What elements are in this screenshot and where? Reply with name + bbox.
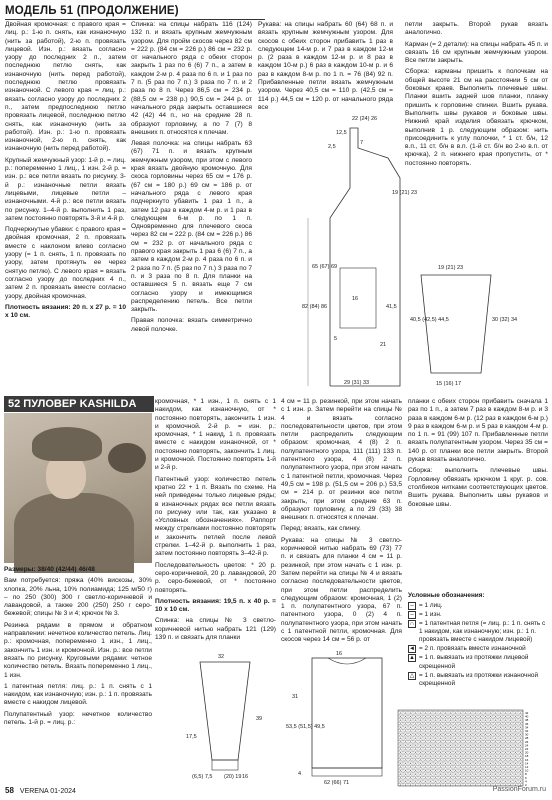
chart-row-label: 16 <box>525 757 529 762</box>
symbol-m1-icon: ▲ <box>409 655 415 662</box>
paragraph-col5-e: Спинка: на спицы № 3 светло-коричневой нитью набрать 121 (129) 139 п. и связать для планки <box>155 617 276 642</box>
paragraph-col6-a: 4 см = 11 р. резинкой, при этом начать с 1 изн. р. Затем перейти на спицы № 4 и вязать согласно последовательности цветов, при этом петли распределить следующим образом: кромочная, 4 (8) 2 п. полупатентного узора, 111 (111) 133 п. патентного узора, 4 (8) 2 п. полупатентного узора, при этом начать с 1 патентной петли, кромочная. Через 49,5 см = 198 р. (51,5 см = 206 р.) 53,5 см = 214 р. от резинки все петли закрыть, при этом средние 63 п. образуют горловину, а по 29 (33) 38 внешних п. относятся к плечам. <box>281 398 402 522</box>
legend-item: ▲ = 1 п. вывязать из протяжки лицевой скрещенной <box>409 654 529 670</box>
chart-row-label: 4 <box>525 779 527 784</box>
chart-row-label: 12 <box>525 765 529 769</box>
paragraph-sleeves: Рукава: на спицы набрать 60 (64) 68 п. и вязать крупным жемчужным узором. Для скосов с обеих сторон прибавить 1 раз в следующем 14-м р. и 7 раз в каждом 12-м р. (2 раза в каждом 12-м р. и 8 раз в каждом 10-м р.) 6 раз в каждом 10-м р. и 6 раз в каждом 8-м р. по 1 п. = 76 (84) 92 п. Прибавленные петли вязать жемчужным узором. Через 40,5 см = 110 р. (42,5 см = 114 р.) 44,5 см = 120 р. от начального ряда все <box>258 21 393 111</box>
paragraph-materials: Вам потребуется: пряжа (40% вискозы, 30% хлопка, 20% льна, 10% полиамида; 125 м/50 г) – по 250 (300) 300 г светло-коричневой и лавандовой, а также 200 (250) 250 г серо-бежевой; спицы № 3 и 4; крючок № 3. <box>4 577 152 618</box>
chart-row-label: 18 <box>525 754 529 759</box>
paragraph-right-front: Правая полочка: вязать симметрично левой полочке. <box>131 317 252 333</box>
dim-label: (20) 19 <box>224 774 242 780</box>
magazine-name: VERENA 01-2024 <box>19 788 76 795</box>
chart-row-label: 30 <box>525 732 529 737</box>
dim-label: 29 (31) 33 <box>344 380 370 386</box>
symbol-patent-icon: ∩ <box>409 621 415 628</box>
chart-row-label: 32 <box>525 729 529 733</box>
dim-label: 32 <box>218 654 225 660</box>
col1 <box>5 21 126 391</box>
diagram-body <box>284 648 394 786</box>
paragraph-col6-b: Перед: вязать, как спинку. <box>281 525 361 533</box>
page-footer <box>5 786 76 797</box>
dim-label: 15 (16) 17 <box>436 381 462 387</box>
paragraph-patent-stitch: 1 патентная петля: лиц. р.: 1 п. снять с 1 накидом, как изнаночную; изн. р.: 1 п. провязать вместе с накидом лицевой. <box>4 682 152 707</box>
legend-title: Условные обозначения: <box>408 592 485 599</box>
legend-item: – = 1 лиц. <box>408 602 550 610</box>
chart-row-labels <box>525 711 529 787</box>
chart-row-label: 34 <box>525 725 529 730</box>
chart-row-label: 28 <box>525 736 529 741</box>
page-number: 58 <box>5 786 14 795</box>
dim-label: 53,5 (51,5) 49,5 <box>286 724 325 730</box>
dim-label: 7 <box>360 140 364 146</box>
dim-label: 17,5 <box>186 734 197 740</box>
pattern-chart <box>398 708 534 788</box>
chart-row-label: 2 <box>525 783 527 787</box>
symbol-k2tog-icon: ◄ <box>409 646 415 653</box>
col3 <box>258 21 393 111</box>
paragraph-assembly: Сборка: карманы пришить к полочкам на общей высоте 21 см на расстоянии 5 см от боковых краев. Выполнить плечевые швы. Планки вшить задней шов планки, планку пришить к горловине спинки. Вшить рукава. Выполнить швы рукавов и боковые швы. Нижний край изделия обвязать крючком, выполнив 1 р. следующим образом: нить присоединить к углу полочки, * 1 ст. б/н, 12 в.п., 11 ст. б/н в в.п. (1-й ст. б/н во 2-ю в.п. от крючка), 2 п. нижнего края пропустить, от * постоянно повторять. <box>405 68 548 167</box>
dim-label: 16 <box>242 774 249 780</box>
dim-label: 5 <box>334 336 338 342</box>
chart-row-label: 20 <box>525 750 529 755</box>
paragraph-decreases: Подчеркнутые убавки: с правого края = двойная кромочная, 2 п. провязать вместе с наклоном влево согласно узору (= 1 п. снять, 1 п. провязать по узору, затем протянуть ее через снятую петлю). С левого края = вязать согласно узору до последних 4 п., затем 2 п. провязать вместе согласно узору, двойная кромочная. <box>5 226 126 300</box>
dim-label: 4 <box>298 771 302 777</box>
model-photo <box>4 413 152 563</box>
symbol-purl-icon: – <box>408 611 416 619</box>
dim-label: 41,5 <box>386 304 397 310</box>
dim-label: 30 (32) 34 <box>492 317 518 323</box>
legend-item: △ = 1 п. вывязать из протяжки изнаночной скрещенной <box>409 671 539 687</box>
col4 <box>405 21 548 256</box>
paragraph-gauge: Плотность вязания: 20 п. х 27 р. = 10 х 10 см. <box>5 303 126 320</box>
chart-row-label: 24 <box>525 743 529 748</box>
diagram-sleeve-2 <box>182 650 282 785</box>
legend-item: ◄ = 2 п. провязать вместе изнаночной <box>409 645 526 653</box>
dim-label: 31 <box>292 694 299 700</box>
col5 <box>155 398 276 648</box>
dim-label: (6,5) 7,5 <box>192 774 213 780</box>
col7 <box>408 398 548 588</box>
chart-row-label: 6 <box>525 775 527 780</box>
legend <box>408 592 550 689</box>
paragraph-col5-c: Последовательность цветов: * 20 р. серо-коричневой, 20 р. лавандовой, 20 р. серо-бежевой, от * постоянно повторять. <box>155 561 276 594</box>
section-header-model-51: МОДЕЛЬ 51 (ПРОДОЛЖЕНИЕ) <box>5 4 265 20</box>
paragraph-left-front: Левая полочка: на спицы набрать 63 (67) 71 п. и вязать крупным жемчужным узором, при этом с левого края вязать двойную кромочную. Для скоса горловины через 65 см = 176 р. (67 см = 180 р.) 69 см = 186 р. от начального ряда с левого края подчеркнуто убавить 1 раз 1 п., а затем 12 раз в каждом 4-м р. и 1 раз в следующем 6-м р. по 1 п. Одновременно для плечевого скоса через 82 см = 222 р. (84 см = 226 р.) 86 см = 232 р. от начального ряда с правого края закрыть 1 раз 6 (6) 7 п., а затем в каждом 2-м р. 4 раза по 6 п. и 2 раза по 7 п. (5 раз по 7 п.) 3 раза по 7 п. и 3 раза по 8 п. Для планки на оставшиеся 5 п. вязать еще 7 см согласно узору и имеющимся распределению петель. Все петли закрыть. <box>131 140 252 314</box>
dim-label: 16 <box>336 651 343 657</box>
paragraph-col5-b: Патентный узор: количество петель кратно 22 + 1 п. Вязать по схеме. На ней приведены только лицевые ряды; в изнаночных рядах все петли вязать по рисунку или так, как указано в «Условных обозначениях». Раппорт между стрелками постоянно повторять и закончить петлей после левой стрелки. 1–42-й р. выполнить 1 раз, затем постоянно повторять 3–42-й р. <box>155 475 276 558</box>
paragraph-half-patent: Полупатентный узор: нечетное количество петель. 1-й р. = лиц. р.: <box>4 710 152 727</box>
legend-item: – = 1 изн. <box>408 611 550 619</box>
chart-row-label: 40 <box>525 714 529 719</box>
chart-row-label: 22 <box>525 747 529 751</box>
col8 <box>4 566 152 784</box>
paragraph-col7-a: планки с обеих сторон прибавить сначала 1 раз по 1 п., а затем 7 раз в каждом 8-м р. и 3 раза в каждом 6-м р. (12 раз в каждом 6-м р.) 9 раз в каждом 6-м р. и 5 раз в каждом 4-м р. по 1 п. = 91 (99) 107 п. Прибавленные петли вязать полупатентным узором. Через 35 см = 140 р. от планки все петли закрыть. Второй рукав вязать аналогично. <box>408 398 548 464</box>
chart-row-label: 10 <box>525 768 529 773</box>
symbol-knit-icon: – <box>408 602 416 610</box>
paragraph-sizes: Размеры: 38/40 (42/44) 46/48 <box>4 566 95 573</box>
paragraph-sleeve-end: петли закрыть. Второй рукав вязать аналогично. <box>405 21 548 37</box>
col6 <box>281 398 402 648</box>
legend-item: ∩ = 1 патентная петля (= лиц. р.: 1 п. снять с 1 накидом, как изнаночную; изн. р.: 1 п. провязать вместе с накидом лицевой) <box>409 620 546 644</box>
chart-row-label: 42 <box>525 711 529 715</box>
chart-row-label: 8 <box>525 772 527 777</box>
paragraph-col5-d: Плотность вязания: 19,5 п. х 40 р. = 10 х 10 см. <box>155 597 276 614</box>
paragraph-double-edge: Двойная кромочная: с правого края = лиц. р.: 1-ю п. снять, как изнаночную (нить за работой), 2-ю п. провязать лицевой. Изн. р.: вязать согласно узору до последних 2 п., затем последнюю петлю снять, как изнаночную (нить перед работой), последнюю петлю провязать изнаночной. С левого края = лиц. р.: вязать согласно узору до последних 2 п., затем предпоследнюю петлю провязать лицевой, последнюю петлю снять, как изнаночную (нить за работой). Изн. р.: 1-ю п. провязать изнаночной, 2-ю п. снять, как изнаночную (нить перед работой). <box>5 21 126 153</box>
dim-label: 19 (21) 23 <box>392 190 418 196</box>
dim-label: 12,5 <box>336 130 347 136</box>
dim-label: 82 (84) 86 <box>302 304 328 310</box>
diagram-sleeve <box>406 255 518 390</box>
diagram-front-panel <box>300 108 418 390</box>
paragraph-back: Спинка: на спицы набрать 116 (124) 132 п. и вязать крупным жемчужным узором. Для пройм скосов через 82 см = 222 р. (84 см = 226 р.) 86 см = 232 р. от начального ряда с обеих сторон закрыть 1 раз по 6 (6) 7 п., а затем в каждом 2-м р. 4 раза по 6 п. и 1 раз по 7 п. (5 раз по 7 п.) 3 раза по 7 п. и 2 раза по 8 п. Через 86,5 см = 234 р. (88,5 см = 238 р.) 90,5 см = 244 р. от начального ряда закрыть оставшиеся 42 (42) 44 п., но на средние 28 п. образуют горловину, а по 7 (7) 8 внешних п. относятся к плечам. <box>131 21 252 136</box>
paragraph-col7-b: Сборка: выполнить плечевые швы. Горловину обвязать крючком 1 круг. р. сов. столбиков нитками соответствующих цветов. Вшить рукава. Выполнить швы рукавов и боковые швы. <box>408 467 548 508</box>
dim-label: 22 (24) 26 <box>352 116 378 122</box>
dim-label: 2,5 <box>328 144 336 150</box>
dim-label: 16 <box>352 296 359 302</box>
dim-label: 62 (66) 71 <box>324 780 350 786</box>
symbol-m1p-icon: △ <box>409 672 415 679</box>
paragraph-col5-a: кромочная, * 1 изн., 1 п. снять с 1 накидом, как изнаночную, от * постоянно повторять, закончить 1 изн. и кромочной. 2-й р. = изн. р.: кромочная, * 1 накид, 1 п. провязать вместе с накидом изнаночной, от * постоянно повторять, закончить 1 лиц. и кромочной. Постоянно повторять 1-й и 2-й р. <box>155 398 276 472</box>
paragraph-pearl-pattern: Крупный жемчужный узор: 1-й р. = лиц. р.: попеременно 1 лиц., 1 изн. 2-й р. = изн. р.: все петли вязать по рисунку. 3-й р.: изнаночные петли вязать лицевыми, лицевые петли – изнаночными. 4-й р.: все петли вязать по рисунку. 1–4-й р. выполнить 1 раз, затем постоянно повторять 3-й и 4-й р. <box>5 156 126 222</box>
chart-row-label: 26 <box>525 739 529 744</box>
site-watermark: PassionForum.ru <box>492 786 546 793</box>
dim-label: 21 <box>380 342 387 348</box>
dim-label: 19 (21) 23 <box>438 265 464 271</box>
chart-row-label: 38 <box>525 718 529 723</box>
paragraph-col6-c: Рукава: на спицы № 3 светло-коричневой нитью набрать 69 (73) 77 п. и связать для планки 4 см = 11 р. резинкой, при этом начать с 1 изн. р. Затем перейти на спицы № 4 и вязать согласно последовательности цветов, при этом петли распределить следующим образом: кромочная, 1 (2) 1 п. полупатентного узора, 67 п. патентного узора, 0 (2) 4 п. полупатентного узора, при этом начать с 1 патентной петли, кромочная. Для скосов через 14 см = 56 р. от <box>281 536 402 644</box>
col2 <box>131 21 252 391</box>
section-title-pullover: 52 ПУЛОВЕР KASHILDA <box>4 396 154 412</box>
dim-label: 40,5 (42,5) 44,5 <box>410 317 449 323</box>
paragraph-pocket: Карман (= 2 детали): на спицы набрать 45 п. и связать 16 см крупным жемчужным узором. Все петли закрыть. <box>405 40 548 65</box>
chart-row-label: 36 <box>525 721 529 726</box>
dim-label: 65 (67) 69 <box>312 264 338 270</box>
dim-label: 39 <box>256 716 263 722</box>
chart-row-label: 14 <box>525 761 529 766</box>
paragraph-ribbing: Резинка рядами в прямом и обратном направлении: нечетное количество петель. Лиц. р.: кромочная, попеременно 1 изн., 1 лиц., закончить 1 изн. и кромочной. Изн. р.: все петли вязать по рисунку. Круговыми рядами: четное количество петель. Вязать попеременно 1 лиц., 1 изн. <box>4 621 152 679</box>
